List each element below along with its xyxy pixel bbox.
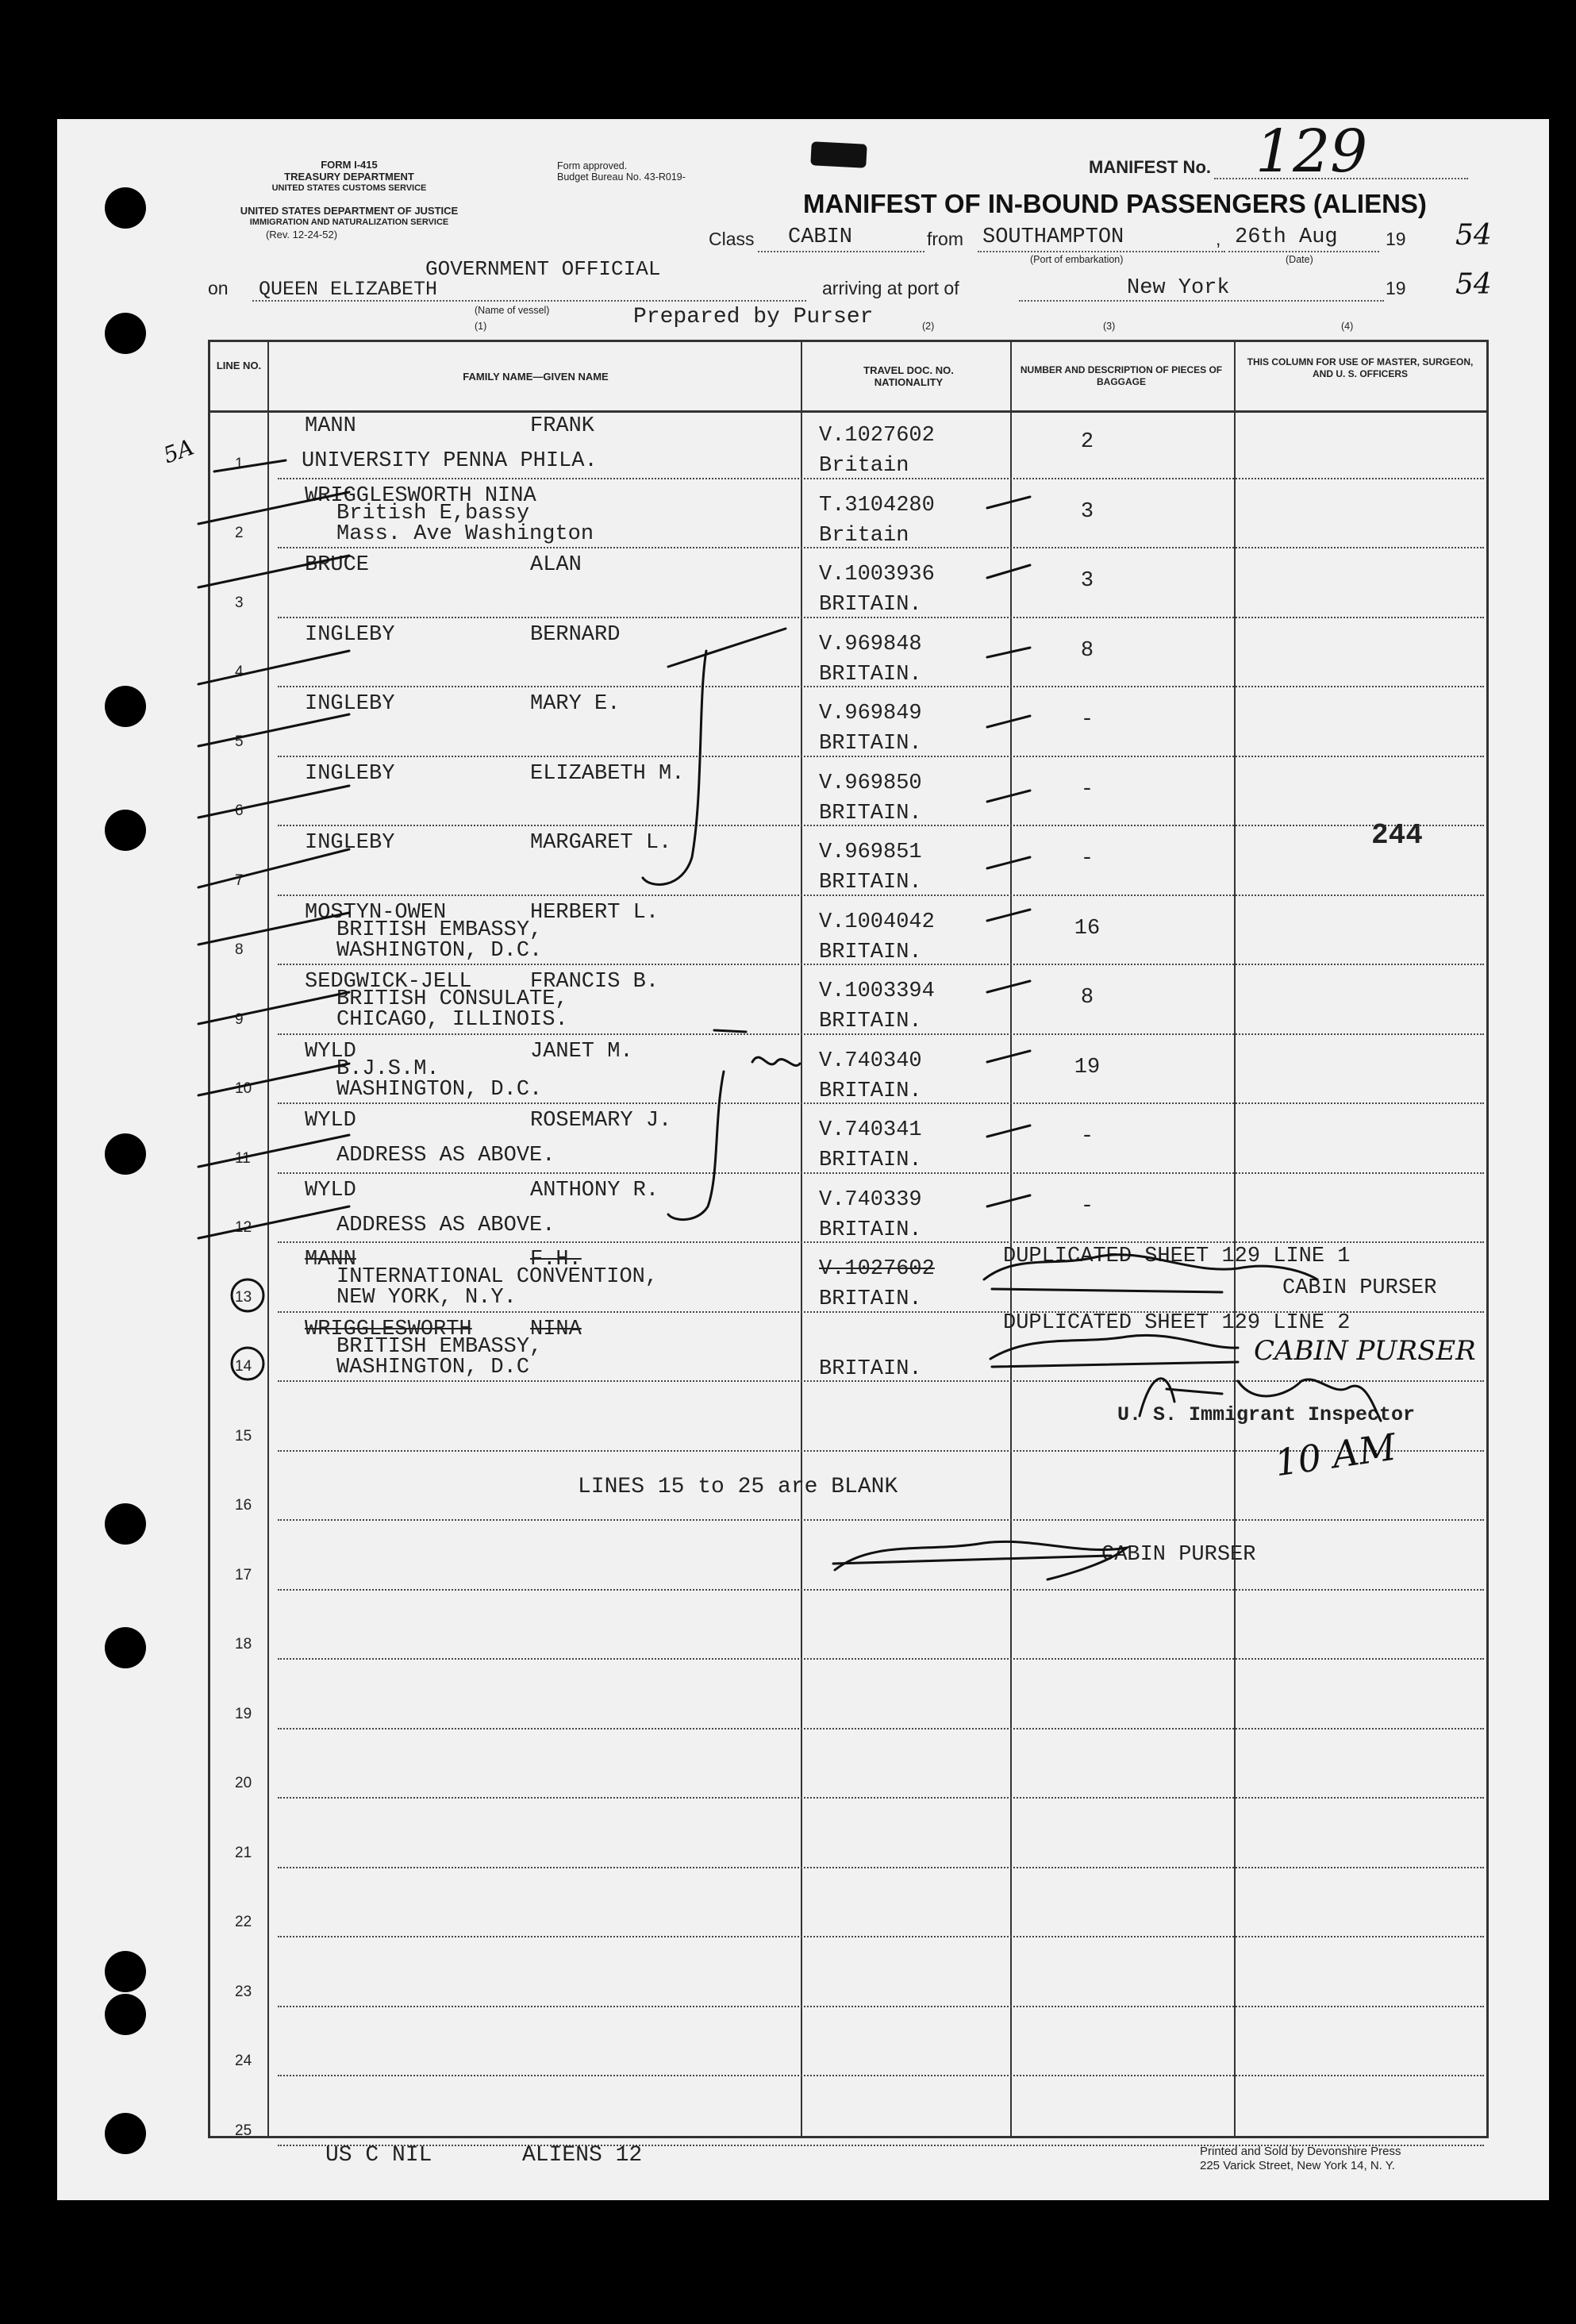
family-name: BRUCE xyxy=(305,553,370,577)
given-name: MARGARET L. xyxy=(530,831,672,855)
punch-hole xyxy=(105,810,146,851)
row-rule xyxy=(278,1589,1484,1591)
punch-hole xyxy=(105,1503,146,1545)
nationality: BRITAIN. xyxy=(819,1149,922,1172)
address-line: WASHINGTON, D.C. xyxy=(336,938,543,963)
ins-service: IMMIGRATION AND NATURALIZATION SERVICE xyxy=(249,217,449,227)
blank-note: LINES 15 to 25 are BLANK xyxy=(578,1475,898,1499)
nationality: BRITAIN. xyxy=(819,593,922,617)
travel-doc: V.1003394 xyxy=(819,979,935,1003)
line-number: 14 xyxy=(235,1358,252,1375)
baggage-count: - xyxy=(1080,1125,1094,1149)
revision: (Rev. 12-24-52) xyxy=(265,229,338,240)
row-rule xyxy=(278,1658,1484,1660)
travel-doc: V.1004042 xyxy=(819,910,935,934)
address-line: ADDRESS AS ABOVE. xyxy=(336,1213,555,1237)
punch-hole xyxy=(105,686,146,727)
manifest-title: MANIFEST OF IN-BOUND PASSENGERS (ALIENS) xyxy=(803,189,1427,218)
arriving-line xyxy=(1019,300,1384,302)
given-name: ELIZABETH M. xyxy=(530,761,685,786)
family-name: WYLD xyxy=(305,1039,356,1064)
travel-doc: V.1003936 xyxy=(819,563,935,587)
given-name: HERBERT L. xyxy=(530,900,659,925)
address-line: CHICAGO, ILLINOIS. xyxy=(336,1008,568,1032)
line-number: 16 xyxy=(235,1497,252,1514)
line-number: 22 xyxy=(235,1914,252,1930)
col-header-officers: THIS COLUMN FOR USE OF MASTER, SURGEON, AND U. S. OFFICERS xyxy=(1247,356,1474,379)
nationality: BRITAIN. xyxy=(819,1079,922,1103)
baggage-count: 16 xyxy=(1074,916,1101,941)
col-divider xyxy=(267,342,269,2136)
travel-doc: V.1027602 xyxy=(819,1257,935,1281)
row-rule xyxy=(278,1728,1484,1730)
travel-doc: T.3104280 xyxy=(819,493,935,518)
address-line: BRITISH EMBASSY, xyxy=(336,1334,543,1359)
family-name: INGLEBY xyxy=(305,831,395,855)
address-line: UNIVERSITY PENNA PHILA. xyxy=(302,449,598,473)
baggage-count: - xyxy=(1080,1194,1094,1218)
line-number: 12 xyxy=(235,1219,252,1236)
punch-hole xyxy=(105,1133,146,1175)
budget-bureau: Budget Bureau No. 43-R019- xyxy=(557,171,686,183)
given-name: MARY E. xyxy=(530,692,621,716)
line-number: 17 xyxy=(235,1566,252,1583)
line-number: 6 xyxy=(235,802,244,819)
customs-service: UNITED STATES CUSTOMS SERVICE xyxy=(271,183,427,193)
baggage-count: 3 xyxy=(1080,499,1094,524)
footer-left: US C NIL xyxy=(325,2143,432,2168)
nationality: BRITAIN. xyxy=(819,732,922,756)
family-name: INGLEBY xyxy=(305,692,395,716)
punch-hole xyxy=(105,1994,146,2035)
given-name: ROSEMARY J. xyxy=(530,1109,672,1133)
date-caption: (Date) xyxy=(1286,254,1313,265)
line-number: 23 xyxy=(235,1983,252,2000)
given-name: F.H. xyxy=(530,1248,582,1272)
nationality: BRITAIN. xyxy=(819,1218,922,1242)
line-number: 21 xyxy=(235,1844,252,1861)
row-rule xyxy=(278,1797,1484,1799)
row-rule xyxy=(278,1519,1484,1521)
punch-hole xyxy=(105,1627,146,1668)
given-name: BERNARD xyxy=(530,622,621,647)
dup-sig-14: CABIN PURSER xyxy=(1254,1335,1476,1367)
nationality: BRITAIN. xyxy=(819,1356,922,1381)
year2-value: 54 xyxy=(1455,268,1492,301)
address-line: WASHINGTON, D.C. xyxy=(336,1077,543,1102)
family-name: SEDGWICK-JELL xyxy=(305,970,472,994)
line-number: 1 xyxy=(235,455,244,472)
travel-doc: V.740341 xyxy=(819,1118,922,1142)
punch-hole xyxy=(105,2113,146,2154)
date-value: 26th Aug xyxy=(1235,225,1338,249)
baggage-count: 2 xyxy=(1080,430,1094,454)
given-name: JANET M. xyxy=(530,1039,633,1064)
line-number: 15 xyxy=(235,1427,252,1445)
time-note: 10 AM xyxy=(1271,1425,1399,1485)
treasury-dept: TREASURY DEPARTMENT xyxy=(284,171,414,183)
manifest-no-label: MANIFEST No. xyxy=(1089,157,1211,177)
travel-doc: V.740339 xyxy=(819,1187,922,1212)
col-num-4: (4) xyxy=(1341,321,1354,332)
address-line: BRITISH EMBASSY, xyxy=(336,918,543,942)
nationality: BRITAIN. xyxy=(819,1010,922,1033)
class-value: CABIN xyxy=(788,225,853,249)
baggage-count: 8 xyxy=(1080,986,1094,1010)
justice-dept: UNITED STATES DEPARTMENT OF JUSTICE xyxy=(240,205,459,217)
nationality: BRITAIN. xyxy=(819,1287,922,1311)
baggage-count: - xyxy=(1080,708,1094,732)
given-name: FRANCIS B. xyxy=(530,970,659,994)
purser-note: CABIN PURSER xyxy=(1101,1543,1256,1567)
margin-note: 5A xyxy=(160,433,198,469)
line-number: 13 xyxy=(235,1288,252,1306)
travel-doc: V.969851 xyxy=(819,841,922,864)
family-name: WYLD xyxy=(305,1109,356,1133)
vessel-value: QUEEN ELIZABETH xyxy=(259,278,438,301)
travel-doc: V.969848 xyxy=(819,632,922,656)
baggage-count: 8 xyxy=(1080,638,1094,663)
travel-doc: V.740340 xyxy=(819,1048,922,1073)
from-label: from xyxy=(927,229,963,249)
punch-hole xyxy=(105,1951,146,1992)
from-line xyxy=(978,251,1225,252)
punch-hole xyxy=(105,313,146,354)
col-header-line: LINE NO. xyxy=(216,360,262,371)
line-number: 19 xyxy=(235,1705,252,1722)
line-number: 4 xyxy=(235,664,244,680)
dup-sig-13: CABIN PURSER xyxy=(1282,1276,1437,1300)
line-number: 3 xyxy=(235,594,244,611)
line-number: 24 xyxy=(235,2053,252,2069)
inspector-label: U. S. Immigrant Inspector xyxy=(1117,1403,1416,1426)
address-line: British E,bassy xyxy=(336,501,530,525)
address-line: WASHINGTON, D.C xyxy=(336,1355,530,1379)
date-line xyxy=(1228,251,1379,252)
dup-note-13: DUPLICATED SHEET 129 LINE 1 xyxy=(1003,1245,1351,1268)
travel-doc: V.969849 xyxy=(819,702,922,725)
address-line: BRITISH CONSULATE, xyxy=(336,987,568,1011)
prepared-by: Prepared by Purser xyxy=(633,305,874,329)
line-number: 2 xyxy=(235,525,244,541)
col-header-baggage: NUMBER AND DESCRIPTION OF PIECES OF BAGGAGE xyxy=(1020,364,1223,387)
line-number: 20 xyxy=(235,1775,252,1791)
header-rule xyxy=(210,410,1486,413)
address-line: NEW YORK, N.Y. xyxy=(336,1286,517,1310)
form-approved: Form approved. xyxy=(557,160,628,171)
punch-hole xyxy=(105,187,146,229)
line-number: 11 xyxy=(235,1149,251,1167)
address-line: Mass. Ave Washington xyxy=(336,521,594,546)
line-number: 25 xyxy=(235,2122,252,2139)
printer-line-2: 225 Varick Street, New York 14, N. Y. xyxy=(1200,2159,1395,2172)
col-num-3: (3) xyxy=(1103,321,1116,332)
col-num-2: (2) xyxy=(922,321,935,332)
footer-aliens: ALIENS 12 xyxy=(522,2143,643,2168)
given-name: ANTHONY R. xyxy=(530,1178,659,1202)
form-number: FORM I-415 xyxy=(321,159,378,171)
line-number: 9 xyxy=(235,1010,244,1028)
address-line: ADDRESS AS ABOVE. xyxy=(336,1144,555,1168)
nationality: BRITAIN. xyxy=(819,662,922,687)
line-number: 8 xyxy=(235,941,244,958)
year-value: 54 xyxy=(1455,219,1492,252)
col-header-doc: TRAVEL DOC. NO. NATIONALITY xyxy=(863,364,954,388)
row-rule xyxy=(278,2006,1484,2007)
given-name: FRANK xyxy=(530,414,595,438)
family-name: MOSTYN-OWEN xyxy=(305,900,447,925)
baggage-count: 3 xyxy=(1080,569,1094,593)
printer-line-1: Printed and Sold by Devonshire Press xyxy=(1200,2145,1401,2158)
row-rule xyxy=(278,2075,1484,2076)
line-number: 10 xyxy=(235,1080,252,1097)
officer-mark: 244 xyxy=(1371,819,1423,852)
line-number: 7 xyxy=(235,872,244,889)
family-name: WYLD xyxy=(305,1178,356,1202)
family-name: WRIGGLESWORTH xyxy=(305,1317,472,1341)
dup-note-14: DUPLICATED SHEET 129 LINE 2 xyxy=(1003,1311,1351,1335)
port-caption: (Port of embarkation) xyxy=(1030,254,1124,265)
col-num-1: (1) xyxy=(475,321,487,332)
class-label: Class xyxy=(709,229,755,249)
nationality: BRITAIN. xyxy=(819,871,922,895)
family-name: INGLEBY xyxy=(305,622,395,647)
family-name: WRIGGLESWORTH NINA xyxy=(305,483,536,508)
line-number: 18 xyxy=(235,1636,252,1653)
year-prefix: 19 xyxy=(1386,229,1406,249)
nationality: BRITAIN. xyxy=(819,940,922,964)
on-label: on xyxy=(208,278,229,298)
travel-doc: V.969850 xyxy=(819,771,922,795)
address-line: INTERNATIONAL CONVENTION, xyxy=(336,1265,659,1289)
gov-stamp: GOVERNMENT OFFICIAL xyxy=(425,257,661,281)
comma: , xyxy=(1216,229,1221,249)
family-name: MANN xyxy=(305,1248,356,1272)
given-name: ALAN xyxy=(530,553,582,577)
address-line: B.J.S.M. xyxy=(336,1056,440,1081)
given-name: NINA xyxy=(530,1317,582,1341)
line-number: 5 xyxy=(235,733,244,750)
baggage-count: 19 xyxy=(1074,1055,1101,1079)
ink-blot xyxy=(810,141,867,168)
arriving-label: arriving at port of xyxy=(822,278,959,298)
vessel-caption: (Name of vessel) xyxy=(475,305,550,316)
family-name: MANN xyxy=(305,414,356,438)
row-rule xyxy=(278,1867,1484,1868)
nationality: Britain xyxy=(819,523,909,548)
manifest-no-value: 129 xyxy=(1255,117,1368,186)
family-name: INGLEBY xyxy=(305,761,395,786)
row-rule xyxy=(278,1936,1484,1937)
arriving-value: New York xyxy=(1127,276,1230,300)
baggage-count: - xyxy=(1080,847,1094,871)
baggage-count: - xyxy=(1080,777,1094,802)
from-value: SOUTHAMPTON xyxy=(982,225,1124,249)
travel-doc: V.1027602 xyxy=(819,424,935,448)
class-line xyxy=(758,251,924,252)
nationality: BRITAIN. xyxy=(819,801,922,825)
year2-prefix: 19 xyxy=(1386,278,1406,298)
col-header-name: FAMILY NAME—GIVEN NAME xyxy=(463,371,609,383)
nationality: Britain xyxy=(819,454,909,478)
